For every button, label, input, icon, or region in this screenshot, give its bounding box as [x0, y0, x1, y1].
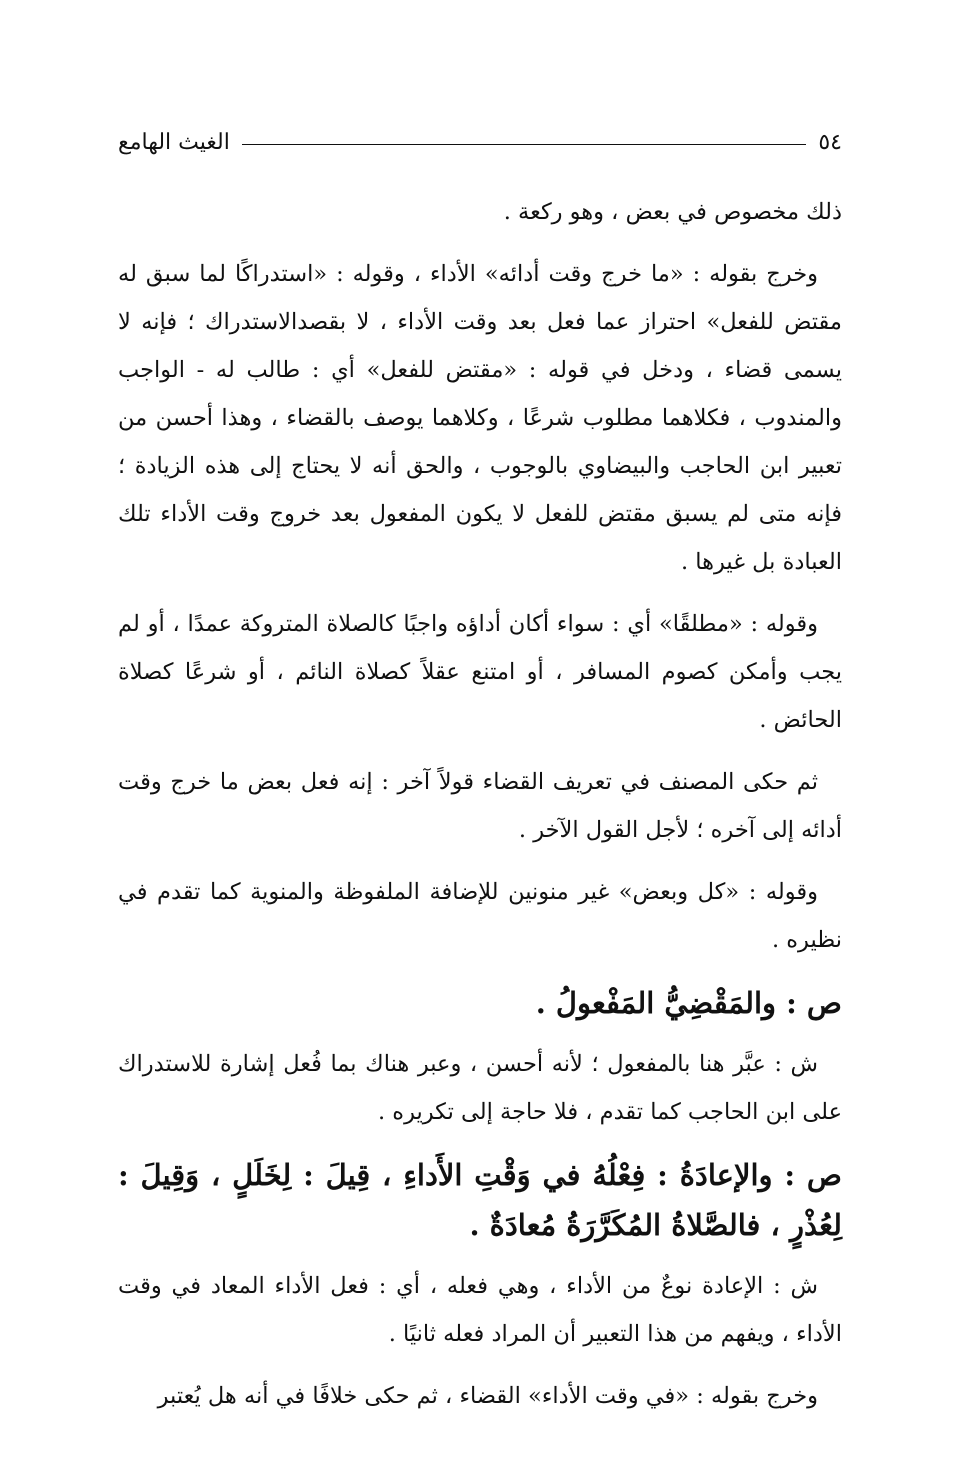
paragraph: ش : الإعادة نوعٌ من الأداء ، وهي فعله ، أي : فعل الأداء المعاد في وقت الأداء ، ويفهم من هذا التعبير أن المراد فعله ثانيًا . [118, 1273, 842, 1347]
matn-heading: ص : والمَقْضِيُّ المَفْعولُ . [535, 986, 842, 1020]
page-header [118, 122, 842, 162]
book-title: الغيث الهامع [118, 129, 230, 155]
paragraph: وقوله : «كل وبعض» غير منونين للإضافة الملفوظة والمنوية كما تقدم في نظيره . [118, 879, 842, 953]
paragraph: وخرج بقوله : «في وقت الأداء» القضاء ، ثم حكى خلافًا في أنه هل يُعتبر [157, 1383, 818, 1409]
paragraph: ذلك مخصوص في بعض ، وهو ركعة . [503, 199, 842, 225]
paragraph: ش : عبَّر هنا بالمفعول ؛ لأنه أحسن ، وعبر هناك بما فُعل إشارة للاستدراك على ابن الحاجب كما تقدم ، فلا حاجة إلى تكريره . [118, 1051, 842, 1125]
page-number: ٥٤ [818, 129, 842, 155]
paragraph: وخرج بقوله : «ما خرج وقت أدائه» الأداء ، وقوله : «استدراكًا لما سبق له مقتض للفعل» احتراز عما فعل بعد وقت الأداء ، لا بقصدالاستدراك ؛ فإنه لا يسمى قضاء ، ودخل في قوله : «مقتض للفعل» أي : طالب له - الواجب والمندوب ، فكلاهما مطلوب شرعًا ، وكلاهما يوصف بالقضاء ، وهذا أحسن من تعبير ابن الحاجب والبيضاوي بالوجوب ، والحق أنه لا يحتاج إلى هذه الزيادة ؛ فإنه متى لم يسبق مقتض للفعل لا يكون المفعول بعد خروج وقت الأداء تلك العبادة بل غيرها . [118, 261, 842, 575]
paragraph: وقوله : «مطلقًا» أي : سواء أكان أداؤه واجبًا كالصلاة المتروكة عمدًا ، أو لم يجب وأمكن كصوم المسافر ، أو امتنع عقلاً كصلاة النائم ، أو شرعًا كصلاة الحائض . [118, 611, 842, 733]
matn-heading: ص : والإعادَةُ : فِعْلُهُ في وَقْتِ الأَداءِ ، قِيلَ : لِخَلَلٍ ، وَقِيلَ : لِعُذْرٍ ، فالصَّلاةُ المُكَرَّرَةُ مُعادَةٌ . [118, 1158, 842, 1242]
body-text [118, 188, 842, 1434]
paragraph: ثم حكى المصنف في تعريف القضاء قولاً آخر : إنه فعل بعض ما خرج وقت أدائه إلى آخره ؛ لأجل القول الآخر . [118, 769, 842, 843]
header-rule [242, 144, 807, 145]
